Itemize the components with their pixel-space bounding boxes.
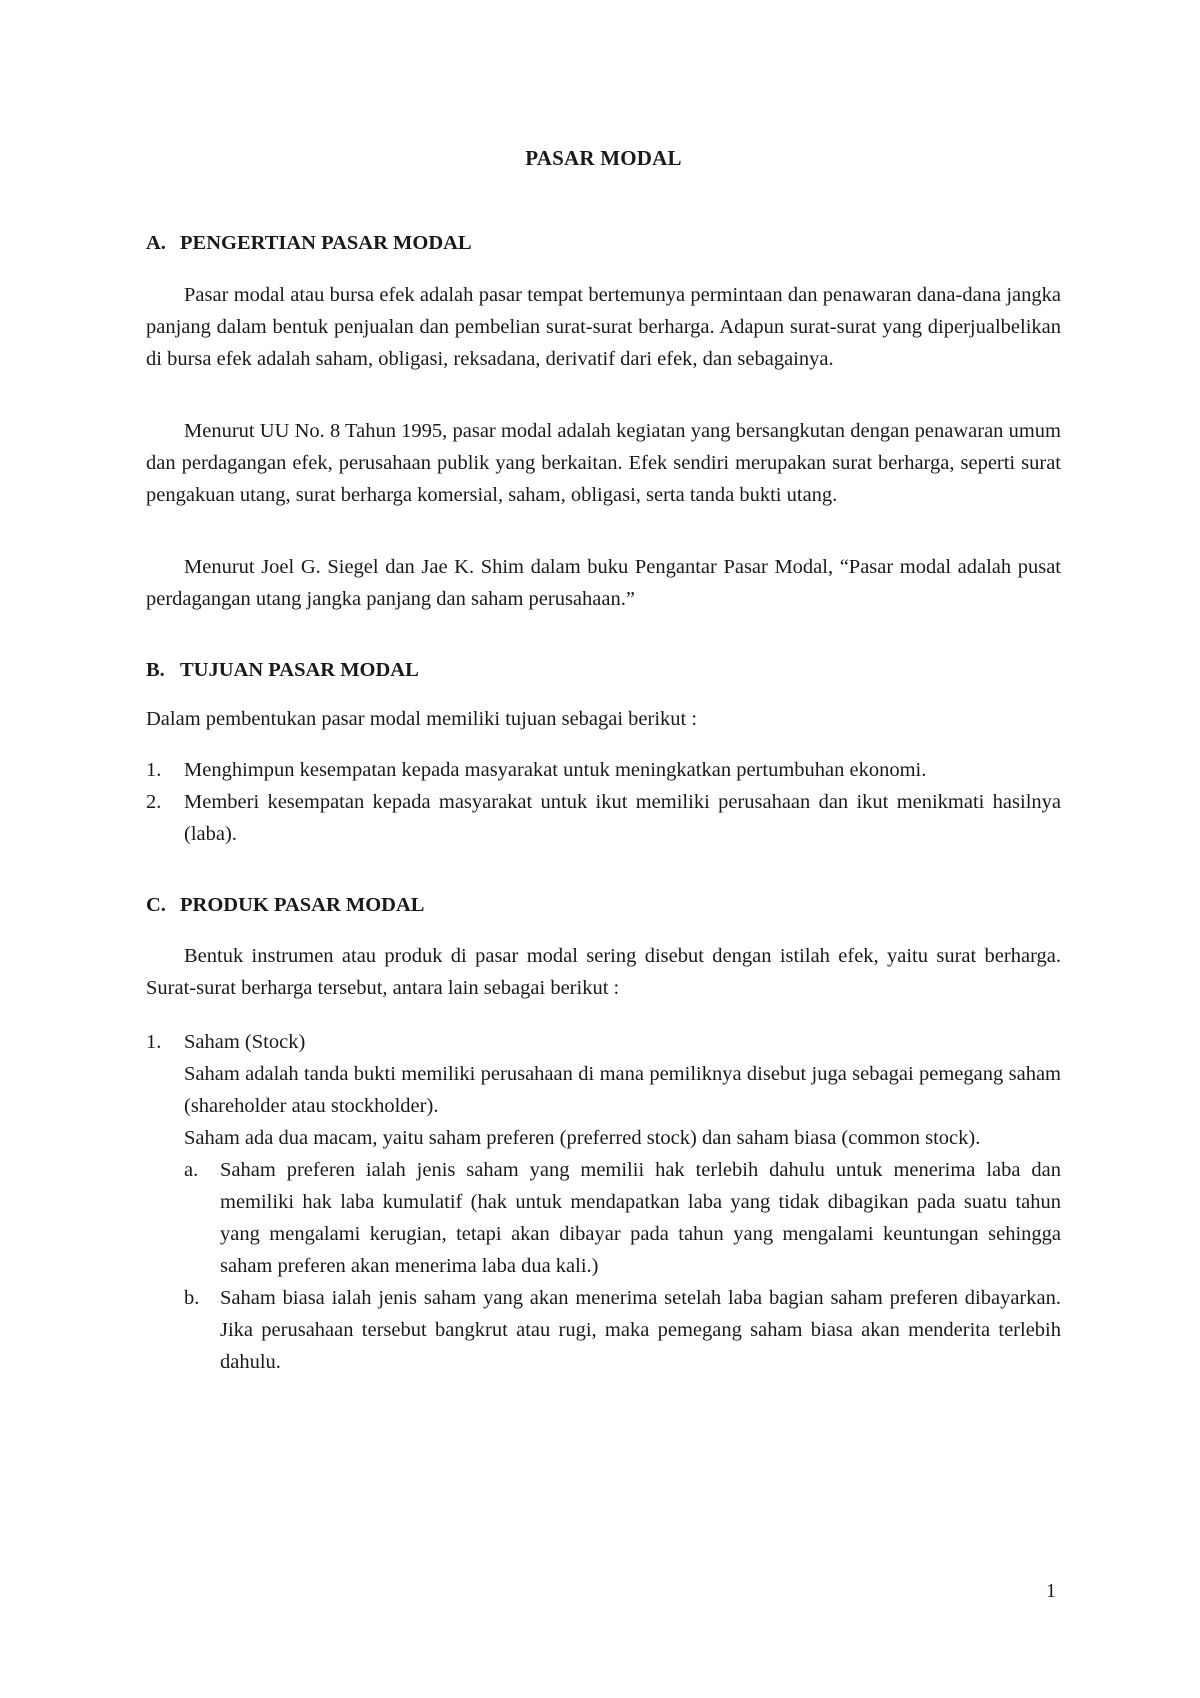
list-item-text: Menghimpun kesempatan kepada masyarakat untuk meningkatkan pertumbuhan ekonomi.	[184, 759, 927, 781]
section-c-paragraph: Bentuk instrumen atau produk di pasar modal sering disebut dengan istilah efek, yaitu surat berharga. Surat-surat berharga tersebut, antara lain sebagai berikut :	[146, 945, 1061, 999]
list-item-text: Memberi kesempatan kepada masyarakat untuk ikut memiliki perusahaan dan ikut menikmati hasilnya (laba).	[184, 791, 1061, 845]
list-item	[146, 786, 1061, 850]
sublist	[184, 1154, 1061, 1378]
list-item	[146, 1026, 1061, 1378]
sublist-item	[184, 1282, 1061, 1378]
sublist-item-text: Saham preferen ialah jenis saham yang memilii hak terlebih dahulu untuk menerima laba dan memiliki hak laba kumulatif (hak untuk mendapatkan laba yang tidak dibagikan pada suatu tahun yang mengalami kerugian, tetapi akan dibayar pada tahun yang mengalami keuntungan sehingga saham preferen akan menerima laba dua kali.)	[220, 1159, 1061, 1277]
page-number: 1	[1046, 1580, 1056, 1602]
section-a-letter: A.	[146, 232, 166, 254]
section-a-title: PENGERTIAN PASAR MODAL	[180, 232, 472, 254]
section-c-title: PRODUK PASAR MODAL	[180, 894, 425, 916]
sublist-item-text: Saham biasa ialah jenis saham yang akan menerima setelah laba bagian saham preferen dibayarkan. Jika perusahaan tersebut bangkrut atau rugi, maka pemegang saham biasa akan menderita terlebih dahulu.	[220, 1287, 1061, 1373]
section-a-paragraph-2: Menurut UU No. 8 Tahun 1995, pasar modal adalah kegiatan yang bersangkutan dengan penawaran umum dan perdagangan efek, perusahaan publik yang berkaitan. Efek sendiri merupakan surat berharga, seperti surat pengakuan utang, surat berharga komersial, saham, obligasi, serta tanda bukti utang.	[146, 420, 1061, 506]
section-b-letter: B.	[146, 659, 165, 681]
list-item-number: 1.	[146, 759, 162, 781]
product-description-1: Saham adalah tanda bukti memiliki perusahaan di mana pemiliknya disebut juga sebagai pemegang saham (shareholder atau stockholder).	[184, 1063, 1061, 1117]
product-title: Saham (Stock)	[184, 1031, 306, 1053]
section-b-heading	[146, 659, 419, 682]
section-b-title: TUJUAN PASAR MODAL	[180, 659, 419, 681]
sublist-item-letter: b.	[184, 1287, 200, 1309]
section-a-paragraph-1: Pasar modal atau bursa efek adalah pasar tempat bertemunya permintaan dan penawaran dana-dana jangka panjang dalam bentuk penjualan dan pembelian surat-surat berharga. Adapun surat-surat yang diperjualbelikan di bursa efek adalah saham, obligasi, reksadana, derivatif dari efek, dan sebagainya.	[146, 284, 1061, 370]
list-item-number: 1.	[146, 1031, 162, 1053]
sublist-item	[184, 1154, 1061, 1282]
product-description-2: Saham ada dua macam, yaitu saham preferen (preferred stock) dan saham biasa (common stock).	[184, 1127, 981, 1149]
section-a-heading	[146, 232, 472, 255]
goals-list	[146, 754, 1061, 850]
list-item-number: 2.	[146, 791, 162, 813]
section-c-heading	[146, 894, 424, 917]
section-a-paragraph-3: Menurut Joel G. Siegel dan Jae K. Shim dalam buku Pengantar Pasar Modal, “Pasar modal adalah pusat perdagangan utang jangka panjang dan saham perusahaan.”	[146, 556, 1061, 610]
section-b-intro: Dalam pembentukan pasar modal memiliki tujuan sebagai berikut :	[146, 708, 698, 730]
products-list	[146, 1026, 1061, 1378]
list-item	[146, 754, 1061, 786]
sublist-item-letter: a.	[184, 1159, 199, 1181]
document-title: PASAR MODAL	[525, 146, 682, 170]
section-c-letter: C.	[146, 894, 166, 916]
